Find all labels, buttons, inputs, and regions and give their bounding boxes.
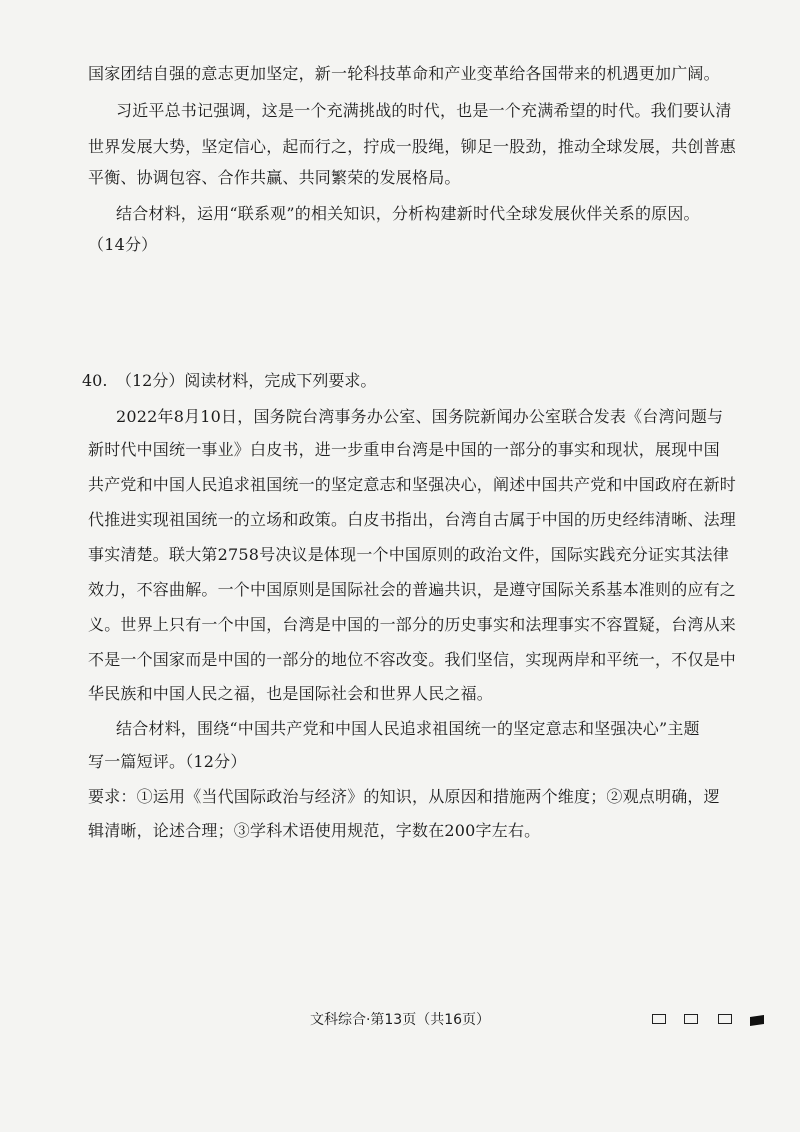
box-mark-1 [652,1014,666,1024]
box-mark-2 [684,1014,698,1024]
top-task-line: 结合材料，运用“联系观”的相关知识，分析构建新时代全球发展伙伴关系的原因。 [116,204,700,223]
top-line-3: 世界发展大势，坚定信心，起而行之，拧成一股绳，铆足一股劲，推动全球发展，共创普惠 [88,137,737,156]
box-mark-3 [718,1014,732,1024]
top-line-4: 平衡、协调包容、合作共赢、共同繁荣的发展格局。 [88,168,461,187]
material-line-9: 华民族和中国人民之福，也是国际社会和世界人民之福。 [88,684,494,703]
material-line-2: 新时代中国统一事业》白皮书，进一步重申台湾是中国的一部分的事实和现状，展现中国 [88,440,720,459]
requirement-line-2: 辑清晰，论述合理；③学科术语使用规范，字数在200字左右。 [88,821,541,840]
material-line-8: 不是一个国家而是中国的一部分的地位不容改变。我们坚信，实现两岸和平统一，不仅是中 [88,650,737,669]
question-40-header: （12分）阅读材料，完成下列要求。 [116,371,377,390]
material-line-3: 共产党和中国人民追求祖国统一的坚定意志和坚强决心，阐述中国共产党和中国政府在新时 [88,475,737,494]
material-line-6: 效力，不容曲解。一个中国原则是国际社会的普遍共识，是遵守国际关系基本准则的应有之 [88,580,737,599]
top-line-2: 习近平总书记强调，这是一个充满挑战的时代，也是一个充满希望的时代。我们要认清 [116,101,732,120]
material-line-4: 代推进实现祖国统一的立场和政策。白皮书指出，台湾自古属于中国的历史经纬清晰、法理 [88,510,737,529]
solid-mark [750,1015,764,1026]
task-line-2: 写一篇短评。（12分） [88,752,247,771]
top-line-1: 国家团结自强的意志更加坚定，新一轮科技革命和产业变革给各国带来的机遇更加广阔。 [88,64,720,83]
page-footer: 文科综合·第13页（共16页） [309,1012,491,1028]
question-40-number: 40. [82,371,108,390]
material-line-1: 2022年8月10日，国务院台湾事务办公室、国务院新闻办公室联合发表《台湾问题与 [116,407,724,426]
material-line-5: 事实清楚。联大第2758号决议是体现一个中国原则的政治文件，国际实践充分证实其法律 [88,545,729,564]
task-line-1: 结合材料，围绕“中国共产党和中国人民追求祖国统一的坚定意志和坚强决心”主题 [116,719,700,738]
requirement-line-1: 要求：①运用《当代国际政治与经济》的知识，从原因和措施两个维度；②观点明确，逻 [88,787,720,806]
scan-marks [652,1014,764,1028]
material-line-7: 义。世界上只有一个中国，台湾是中国的一部分的历史事实和法理事实不容置疑，台湾从来 [88,615,737,634]
top-score-line: （14分） [88,235,158,254]
